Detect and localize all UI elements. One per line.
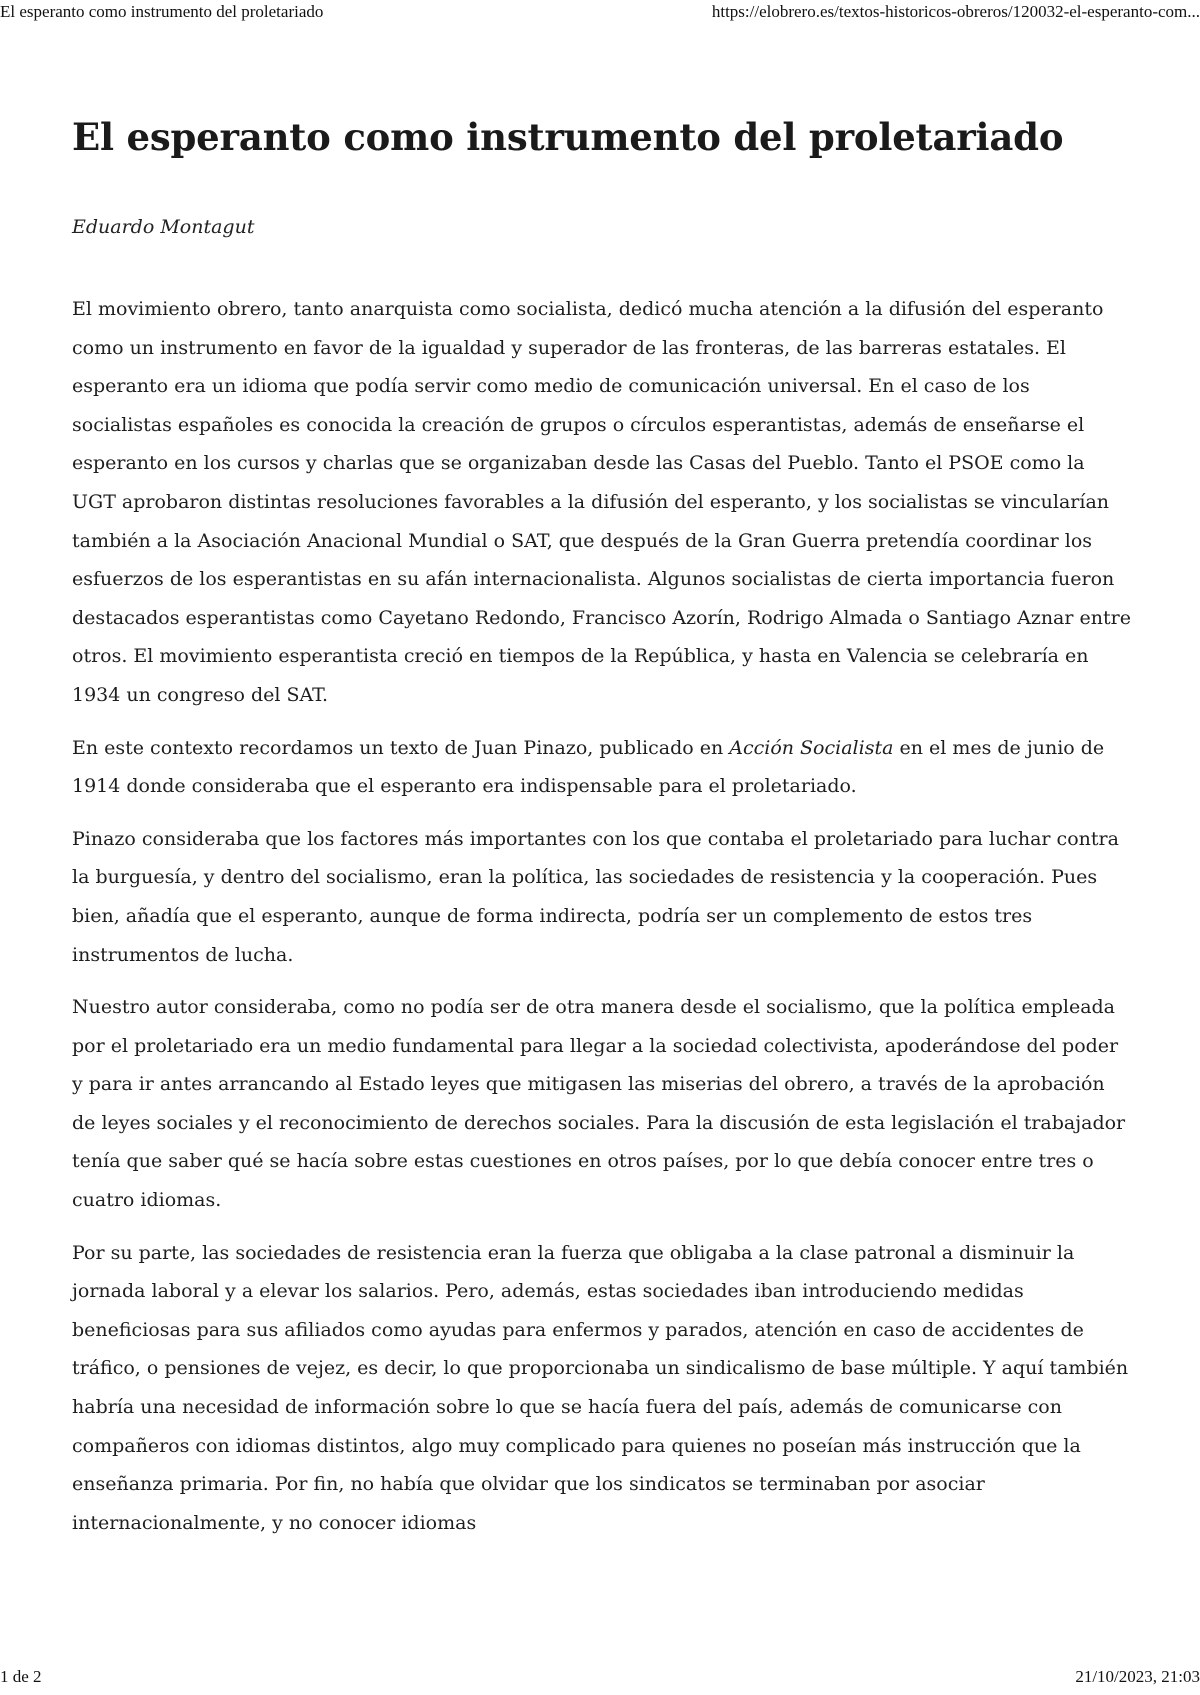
print-datetime: 21/10/2023, 21:03: [1075, 1667, 1200, 1686]
article-paragraph-4: Nuestro autor consideraba, como no podía ser de otra manera desde el socialismo, que la política empleada por el proletariado era un medio fundamental para llegar a la sociedad colectivista, apoderándose del poder y para ir antes arrancando al Estado leyes que mitigasen las miserias del obrero, a través de la aprobación de leyes sociales y el reconocimiento de derechos sociales. Para la discusión de esta legislación el trabajador tenía que saber qué se hacía sobre estas cuestiones en otros países, por lo que debía conocer entre tres o cuatro idiomas.: [72, 996, 1126, 1212]
page-number: 1 de 2: [0, 1667, 42, 1686]
print-header: [0, 2, 1200, 24]
article-title: El esperanto como instrumento del proletariado: [72, 115, 1064, 159]
print-header-page-title: El esperanto como instrumento del proletariado: [0, 2, 324, 21]
print-header-url: https://elobrero.es/textos-historicos-obreros/120032-el-esperanto-com...: [711, 2, 1200, 21]
article-paragraph-1: El movimiento obrero, tanto anarquista como socialista, dedicó mucha atención a la difusión del esperanto como un instrumento en favor de la igualdad y superador de las fronteras, de las barreras estatales. El esperanto era un idioma que podía servir como medio de comunicación universal. En el caso de los socialistas españoles es conocida la creación de grupos o círculos esperantistas, además de enseñarse el esperanto en los cursos y charlas que se organizaban desde las Casas del Pueblo. Tanto el PSOE como la UGT aprobaron distintas resoluciones favorables a la difusión del esperanto, y los socialistas se vincularían también a la Asociación Anacional Mundial o SAT, que después de la Gran Guerra pretendía coordinar los esfuerzos de los esperantistas en su afán internacionalista. Algunos socialistas de cierta importancia fueron destacados esperantistas como Cayetano Redondo, Francisco Azorín, Rodrigo Almada o Santiago Aznar entre otros. El movimiento esperantista creció en tiempos de la República, y hasta en Valencia se celebraría en 1934 un congreso del SAT.: [72, 298, 1131, 706]
paragraph-2-text-before: En este contexto recordamos un texto de Juan Pinazo, publicado en: [72, 736, 730, 759]
article-paragraph-5: Por su parte, las sociedades de resistencia eran la fuerza que obligaba a la clase patronal a disminuir la jornada laboral y a elevar los salarios. Pero, además, estas sociedades iban introduciendo medidas beneficiosas para sus afiliados como ayudas para enfermos y parados, atención en caso de accidentes de tráfico, o pensiones de vejez, es decir, lo que proporcionaba un sindicalismo de base múltiple. Y aquí también habría una necesidad de información sobre lo que se hacía fuera del país, además de comunicarse con compañeros con idiomas distintos, algo muy complicado para quienes no poseían más instrucción que la enseñanza primaria. Por fin, no había que olvidar que los sindicatos se terminaban por asociar internacionalmente, y no conocer idiomas: [72, 1241, 1129, 1534]
article-paragraph-3: Pinazo consideraba que los factores más importantes con los que contaba el proletariado para luchar contra la burguesía, y dentro del socialismo, eran la política, las sociedades de resistencia y la cooperación. Pues bien, añadía que el esperanto, aunque de forma indirecta, podría ser un complemento de estos tres instrumentos de lucha.: [72, 827, 1119, 966]
print-footer: [0, 1667, 1200, 1689]
article-author: Eduardo Montagut: [72, 216, 255, 238]
paragraph-2-text-after: en el mes de junio de 1914 donde consideraba que el esperanto era indispensable para el proletariado.: [72, 736, 1105, 798]
article-paragraph-2: [72, 729, 1132, 806]
article: [72, 112, 1132, 1556]
publication-name: Acción Socialista: [729, 736, 894, 759]
